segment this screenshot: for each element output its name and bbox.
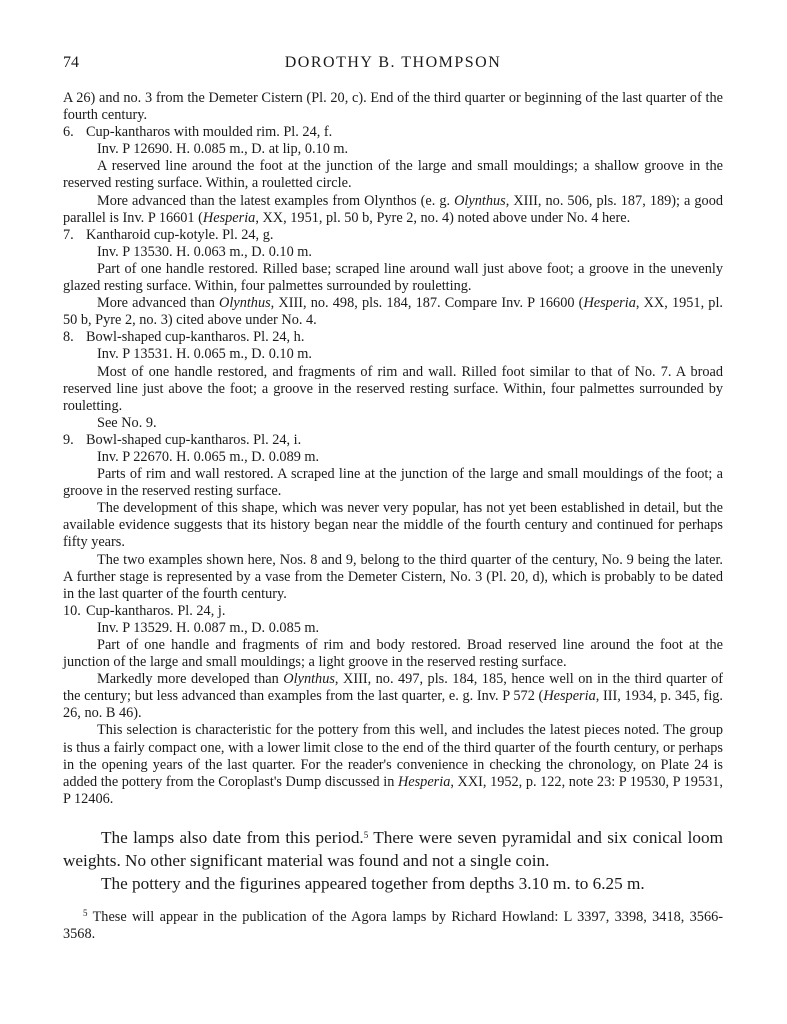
entry-description: Most of one handle restored, and fragments of rim and wall. Rilled foot similar to that of No. 7. A broad reserved line just above the foot; a groove in the reserved resting surface. Within, four palmettes surrounded by rouletting. — [63, 363, 723, 414]
entry-title: Bowl-shaped cup-kantharos. Pl. 24, i. — [86, 431, 302, 448]
entry-inventory: Inv. P 12690. H. 0.085 m., D. at lip, 0.10 m. — [97, 141, 349, 158]
body-paragraph: The pottery and the figurines appeared together from depths 3.10 m. to 6.25 m. — [101, 873, 645, 893]
page-header — [63, 54, 723, 80]
catalogue-section — [63, 90, 723, 808]
catalogue-entry — [63, 124, 723, 227]
entry-heading — [63, 329, 723, 346]
footnote-reference[interactable]: 5 — [363, 829, 369, 840]
entry-heading — [63, 432, 723, 449]
entry-description: Part of one handle and fragments of rim and body restored. Broad reserved line around the foot at the junction of the large and small mouldings; a light groove in the reserved resting surface. — [63, 637, 723, 671]
entry-inventory: Inv. P 13530. H. 0.063 m., D. 0.10 m. — [97, 243, 312, 260]
entry-summary: This selection is characteristic for the pottery from this well, and includes the latest pieces noted. The group is thus a fairly compact one, with a lower limit close to the end of the third quarter of the fourth century, or perhaps in the opening years of the last quarter. For the reader's convenience in checking the chronology, on Plate 24 is added the pottery from the Coroplast's Dump discussed in Hesperia, XXI, 1952, p. 122, note 23: P 19530, P 19531, P 12406. — [63, 722, 723, 807]
entry-title: Cup-kantharos with moulded rim. Pl. 24, f. — [86, 124, 333, 141]
entry-discussion: The two examples shown here, Nos. 8 and 9, belong to the third quarter of the century, No. 9 being the later. A further stage is represented by a vase from the Demeter Cistern, No. 3 (Pl. 20, d), which is probably to be dated in the last quarter of the fourth century. — [63, 551, 723, 602]
footnote — [63, 909, 723, 944]
entry-title: Bowl-shaped cup-kantharos. Pl. 24, h. — [86, 329, 305, 346]
entry-heading — [63, 603, 723, 620]
entry-comparison: More advanced than the latest examples from Olynthos (e. g. Olynthus, XIII, no. 506, pls. 187, 189); a good parallel is Inv. P 16601 (Hesperia, XX, 1951, pl. 50 b, Pyre 2, no. 4) noted above under No. 4 here. — [63, 192, 723, 226]
entry-number: 10. — [63, 602, 81, 619]
footnote-text: These will appear in the publication of the Agora lamps by Richard Howland: L 3397, 3398, 3418, 3566-3568. — [63, 908, 723, 943]
entry-discussion: The development of this shape, which was never very popular, has not yet been established in detail, but the available evidence suggests that its history began near the middle of the fourth century and continued for perhaps fifty years. — [63, 500, 723, 551]
page — [63, 54, 723, 944]
body-paragraph — [63, 826, 723, 872]
catalogue-entry — [63, 432, 723, 603]
entry-comparison: See No. 9. — [97, 414, 157, 431]
entry-inventory: Inv. P 22670. H. 0.065 m., D. 0.089 m. — [97, 448, 320, 465]
page-number: 74 — [63, 54, 79, 71]
entry-description: Parts of rim and wall restored. A scraped line at the junction of the large and small mouldings of the foot; a groove in the reserved resting surface. — [63, 466, 723, 500]
entry-description: A reserved line around the foot at the junction of the large and small mouldings; a shallow groove in the reserved resting surface. Within, a rouletted circle. — [63, 158, 723, 192]
entry-heading — [63, 227, 723, 244]
intro-paragraph: A 26) and no. 3 from the Demeter Cistern (Pl. 20, c). End of the third quarter or beginning of the last quarter of the fourth century. — [63, 90, 723, 124]
entry-heading — [63, 124, 723, 141]
entry-title: Cup-kantharos. Pl. 24, j. — [86, 602, 226, 619]
entry-number: 6. — [63, 124, 74, 141]
entry-comparison: Markedly more developed than Olynthus, XIII, no. 497, pls. 184, 185, hence well on in the third quarter of the century; but less advanced than examples from the last quarter, e. g. Inv. P 572 (Hesperia, III, 1934, p. 345, fig. 26, no. B 46). — [63, 671, 724, 722]
loom-weights-sentence: There were seven pyramidal and six conical loom weights. No other significant material was found and not a single coin. — [63, 827, 723, 870]
lamps-sentence: The lamps also date from this period. — [101, 827, 364, 847]
catalogue-entry — [63, 603, 723, 808]
catalogue-entry — [63, 329, 723, 432]
entry-number: 7. — [63, 226, 74, 243]
entry-comparison: More advanced than Olynthus, XIII, no. 498, pls. 184, 187. Compare Inv. P 16600 (Hesperia, XX, 1951, pl. 50 b, Pyre 2, no. 3) cited above under No. 4. — [63, 295, 724, 329]
entry-number: 8. — [63, 329, 74, 346]
entry-number: 9. — [63, 431, 74, 448]
entry-title: Kantharoid cup-kotyle. Pl. 24, g. — [86, 226, 274, 243]
entry-description: Part of one handle restored. Rilled base; scraped line around wall just above foot; a groove in the unevenly glazed resting surface. Within, four palmettes surrounded by rouletting. — [63, 260, 723, 295]
main-text — [63, 826, 723, 895]
entry-inventory: Inv. P 13529. H. 0.087 m., D. 0.085 m. — [97, 619, 320, 636]
footnote-number: 5 — [83, 907, 88, 918]
running-head: DOROTHY B. THOMPSON — [284, 54, 502, 71]
entry-inventory: Inv. P 13531. H. 0.065 m., D. 0.10 m. — [97, 346, 312, 363]
catalogue-entry — [63, 227, 723, 330]
